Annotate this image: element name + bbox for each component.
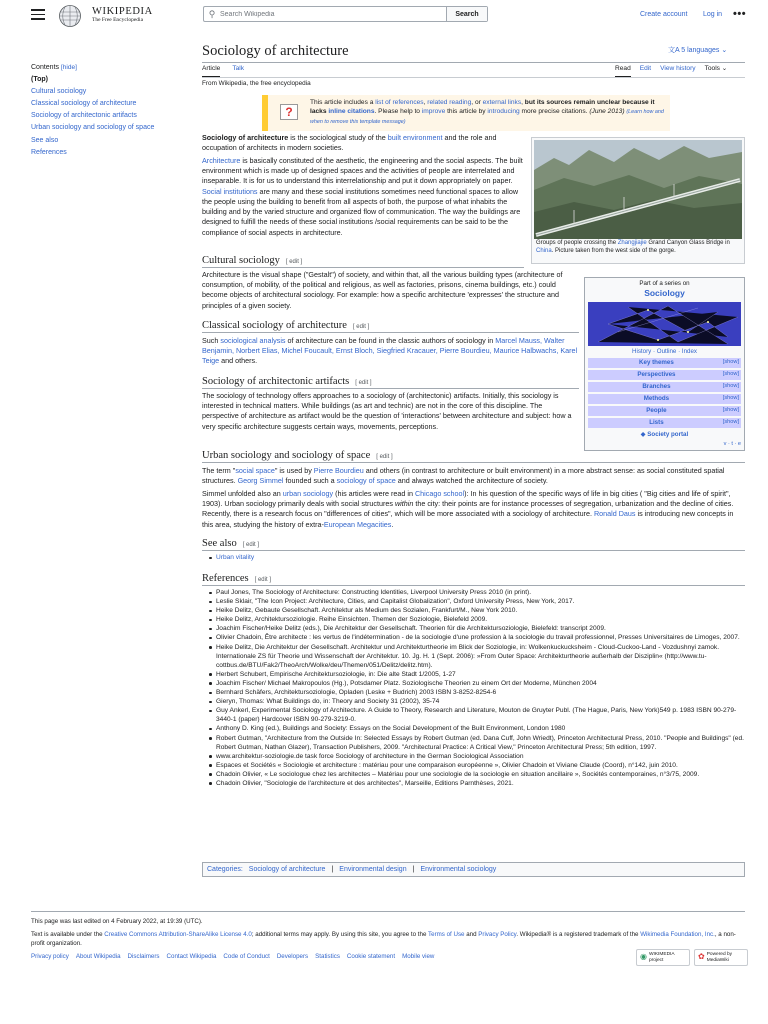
ambox-learn-link[interactable]: (Learn how and when to remove this template message) bbox=[310, 109, 664, 125]
glass-bridge-photo[interactable] bbox=[534, 140, 742, 239]
license-text: Text is available under the Creative Commons Attribution-ShareAlike License 4.0; additional terms may apply. By using this site, you agree to the Terms of Use and Privacy Policy. Wikipedia® is a registered trademark of the Wikimedia Foundation, Inc., a non-profit organization. bbox=[31, 931, 736, 947]
reference-item: Anthony D. King (ed.), Buildings and Society: Essays on the Social Development of the Built Environment, London 1980 bbox=[207, 724, 745, 733]
question-book-icon: ? bbox=[280, 104, 298, 120]
series-part-of: Part of a series on bbox=[639, 280, 690, 287]
language-button[interactable]: 文A 5 languages ⌄ bbox=[668, 47, 728, 54]
show-toggle: [show] bbox=[722, 419, 739, 426]
social-network-graph-image[interactable] bbox=[588, 302, 741, 346]
heading-classical-sociology: Classical sociology of architecture [ edit ] bbox=[202, 320, 370, 331]
reference-item: Bernhard Schäfers, Architektursoziologie, Opladen (Leske + Budrich) 2003 ISBN 3-8252-8254-6 bbox=[207, 688, 745, 697]
reference-item: Robert Gutman, "Architecture from the Outside In: Selected Essays by Robert Gutman (ed. Dana Cuff, John Wriedt), Princeton Architectural Press, 2010. "People and Buildings" (ed. Robert Gutman, Nathan Glazer), Transaction Publishers, 2009. "Architectural Practice: A Critical View," Princeton Architectural Press; 5th edition, 1997. bbox=[207, 734, 745, 752]
series-row-key-themes[interactable]: Key themes [show] bbox=[588, 358, 741, 368]
reference-item: Espaces et Sociétés « Sociologie et architecture : matériau pour une comparaison européenne », Olivier Chadoin et Viviane Claude (Coord), n°142, juin 2010. bbox=[207, 761, 745, 770]
reference-item: Chadoin Olivier, « Le sociologue chez les architectes – Matériau pour une sociologie de la sociologie en situation ancillaire », Sociétés contemporaines, n°3/75, 2009. bbox=[207, 770, 745, 779]
link-pierre-bourdieu[interactable]: Pierre Bourdieu bbox=[313, 466, 364, 475]
user-menu-dots-icon[interactable]: ••• bbox=[733, 8, 747, 20]
link-china[interactable]: China bbox=[536, 247, 552, 254]
wikimedia-foundation-link[interactable]: Wikimedia Foundation, Inc. bbox=[640, 931, 715, 938]
bridge-figure bbox=[531, 137, 745, 264]
tab-talk[interactable]: Talk bbox=[232, 65, 245, 72]
reference-item: Olivier Chadoin, Être architecte : les vertus de l'indétermination - de la sociologie d'une profession à la sociologie du travail professionnel, Presses Universitaires de Limoges, 2007. bbox=[207, 633, 745, 642]
ambox-link-inline-citations[interactable]: inline citations bbox=[328, 108, 375, 116]
series-row-methods[interactable]: Methods [show] bbox=[588, 394, 741, 404]
link-sociology-of-space[interactable]: sociology of space bbox=[336, 476, 396, 486]
wikipedia-wordmark[interactable]: WIKIPEDIA bbox=[92, 6, 153, 17]
terms-link[interactable]: Terms of Use bbox=[428, 931, 465, 938]
view-tabs bbox=[615, 65, 727, 77]
wikipedia-globe-logo[interactable] bbox=[55, 4, 85, 28]
link-urban-sociology[interactable]: urban sociology bbox=[282, 489, 334, 498]
last-edited: This page was last edited on 4 February 2022, at 19:39 (UTC). bbox=[31, 918, 203, 925]
heading-rule bbox=[202, 332, 579, 333]
translate-icon: 文A bbox=[668, 47, 682, 54]
heading-references: References [ edit ] bbox=[202, 573, 271, 584]
toc-item-architectonic-artifacts[interactable]: Sociology of architectonic artifacts bbox=[31, 112, 137, 120]
link-european-megacities[interactable]: European Megacities bbox=[323, 519, 392, 529]
create-account-link[interactable]: Create account bbox=[640, 11, 688, 18]
heading-architectonic-artifacts: Sociology of architectonic artifacts [ edit ] bbox=[202, 376, 372, 387]
footer-link-developers[interactable]: Developers bbox=[276, 953, 309, 960]
table-of-contents bbox=[31, 62, 191, 159]
footer-links bbox=[31, 953, 434, 961]
intro-paragraph-1: Sociology of architecture is the sociological study of the built environment and the role and occupation of architects in modern societies. bbox=[202, 133, 497, 153]
society-portal-link[interactable]: ◆ Society portal bbox=[640, 431, 689, 439]
heading-rule bbox=[202, 550, 745, 551]
show-toggle: [show] bbox=[722, 383, 739, 390]
heading-cultural-sociology: Cultural sociology [ edit ] bbox=[202, 255, 303, 266]
ambox-date: (June 2013) bbox=[589, 108, 625, 116]
wikimedia-logo-icon: ◉ bbox=[640, 952, 647, 962]
categories-box: Categories: Sociology of architecture | Environmental design | Environmental sociology bbox=[202, 862, 745, 877]
link-ronald-daus[interactable]: Ronald Daus bbox=[593, 509, 636, 519]
toc-header: Contents [hide] bbox=[31, 64, 77, 71]
toc-item-urban-sociology[interactable]: Urban sociology and sociology of space bbox=[31, 124, 155, 132]
link-chicago-school[interactable]: Chicago school bbox=[414, 489, 465, 498]
footer-link-mobile-view[interactable]: Mobile view bbox=[402, 953, 435, 960]
ambox-link-reading[interactable]: related reading bbox=[427, 99, 472, 106]
see-also-list bbox=[207, 553, 745, 562]
login-link[interactable]: Log in bbox=[703, 11, 723, 18]
footer-badges bbox=[636, 949, 748, 966]
site-subtitle: From Wikipedia, the free encyclopedia bbox=[202, 80, 311, 87]
reference-item: Chadoin Olivier, "Sociologie de l'architecture et des architectes", Marseille, Editions Parnthèses, 2021. bbox=[207, 779, 745, 788]
reference-item: Leslie Sklair, "The Icon Project: Architecture, Cities, and Capitalist Globalization", Oxford University Press, New York, 2017. bbox=[207, 597, 745, 606]
artifacts-paragraph: The sociology of technology offers approaches to a sociology of (architectonic) artifacts. Initially, this sociology is interested in technical matters. While buildings (as art and technic) are not in the core of this discipline. The perspective of architecture as artifact would be the question of 'interactions' between architecture and subject: how a very specific architecture suggests certain ways, movements, perceptions. bbox=[202, 391, 572, 431]
namespace-tabs bbox=[202, 65, 244, 77]
footer-link-contact[interactable]: Contact Wikipedia bbox=[166, 953, 217, 960]
heading-rule bbox=[202, 267, 524, 268]
footer-link-cookie-statement[interactable]: Cookie statement bbox=[346, 953, 396, 960]
toc-item-classical-sociology[interactable]: Classical sociology of architecture bbox=[31, 100, 137, 108]
toc-item-cultural-sociology[interactable]: Cultural sociology bbox=[31, 88, 87, 96]
reference-item: Paul Jones, The Sociology of Architecture: Constructing Identities, Liverpool University Press 2010 (in print). bbox=[207, 588, 745, 597]
reference-item: Gieryn, Thomas: What Buildings do, in: Theory and Society 31 (2002), 35-74 bbox=[207, 697, 745, 706]
footer-divider bbox=[31, 911, 745, 912]
link-architecture[interactable]: Architecture bbox=[202, 156, 241, 165]
ambox-link-introducing[interactable]: introducing bbox=[487, 108, 520, 116]
reference-item: Heike Delitz, Die Architektur der Gesellschaft. Architektur und Architekturtheorie im Blick der Soziologie, in: Wolkenkuckucksheim - Cloud-Cuckoo-Land - Vozdushnyi zamok. Internationale ZS für Theorie und Wissenschaft der Architektur. 10. Jg. H. 1 (Sept. 2006): »From Outer Space: Architekturtheorie außerhalb der Disziplin« (http://www.tu-cottbus.de/BTU/Fak2/TheoArch/Wolke/deu/Themen/051/Delitz/delitz.htm). bbox=[207, 643, 745, 670]
series-row-branches[interactable]: Branches [show] bbox=[588, 382, 741, 392]
intro-paragraph-2: Architecture is basically constituted of the aesthetic, the engineering and the social aspects. The built environment which is made up of designed spaces and the activities of people are interrelated and inseparable. It is for us to understand this interrelationship and put it down appropriately on paper. Social institutions are many and these social institutions sometimes need functional spaces to allow the people using the building to benefit from all aspects of both, the purpose of what inhabits the building and by the varied structure and organized flow of communication. The way the buildings are designed to fulfill the needs of these social institutions /social requirements can be said to be the compliance of social aspects in architecture. bbox=[202, 156, 523, 237]
wikimedia-project-badge[interactable]: ◉ WIKIMEDIA project bbox=[636, 949, 690, 966]
portal-icon: ◆ bbox=[640, 431, 648, 439]
citation-notice-box: ? This article includes a list of references, related reading, or external links, but its sources remain unclear because it lacks inline citations. Please help to improve this article by introducing more precise citations. (June 2013) (Learn how and when to remove this template message) bbox=[262, 95, 670, 131]
page-title: Sociology of architecture bbox=[202, 43, 349, 59]
show-toggle: [show] bbox=[722, 371, 739, 378]
tab-view-history[interactable]: View history bbox=[660, 65, 696, 72]
mediawiki-logo-icon: ✿ bbox=[698, 952, 705, 962]
references-list bbox=[207, 588, 745, 788]
navbox-vte-links[interactable]: v · t · e bbox=[723, 441, 741, 448]
search-input[interactable] bbox=[220, 7, 446, 21]
figure-caption: Groups of people crossing the Zhangjiajie Grand Canyon Glass Bridge in China. Picture taken from the west side of the gorge. bbox=[536, 240, 730, 254]
reference-item: Joachim Fischer/ Michael Makropoulos (Hg.), Potsdamer Platz. Soziologische Theorien zu einem Ort der Moderne, München 2004 bbox=[207, 679, 745, 688]
urban-paragraph-1: The term "social space" is used by Pierre Bourdieu and others (in contrast to architecture or built environment) in a more abstract sense: as social constituted spatial structures. Georg Simmel founded such a sociology of space and always watched the architecture of society. bbox=[202, 466, 725, 486]
category-link[interactable]: Environmental sociology bbox=[420, 866, 497, 873]
show-toggle: [show] bbox=[722, 359, 739, 366]
search-box bbox=[203, 6, 488, 22]
reference-item: Herbert Schubert, Empirische Architektursoziologie, in: Die alte Stadt 1/2005, 1-27 bbox=[207, 670, 745, 679]
powered-by-mediawiki-badge[interactable]: ✿ Powered by MediaWiki bbox=[694, 949, 748, 966]
edit-section-link[interactable]: [ edit ] bbox=[355, 380, 372, 386]
show-toggle: [show] bbox=[722, 395, 739, 402]
categories-label[interactable]: Categories: bbox=[207, 866, 243, 873]
footer-link-code-of-conduct[interactable]: Code of Conduct bbox=[223, 953, 270, 960]
footer-link-privacy-policy[interactable]: Privacy policy bbox=[31, 953, 69, 960]
edit-section-link[interactable]: [ edit ] bbox=[285, 259, 303, 265]
classical-sociology-paragraph: Such sociological analysis of architecture can be found in the classic authors of sociology in Marcel Mauss, Walter Benjamin, Norbert Elias, Michel Foucault, Ernst Bloch, Siegfried Kracauer, Pierre Bourdieu, Maurice Halbwachs, Karel Teige and others. bbox=[202, 336, 578, 366]
ambox-link-improve[interactable]: improve bbox=[421, 108, 446, 116]
ambox-link-references[interactable]: list of references bbox=[375, 99, 424, 106]
footer-link-disclaimers[interactable]: Disclaimers bbox=[127, 953, 160, 960]
reference-item: www.architektur-soziologie.de task force Sociology of architecture in the German Sociological Association bbox=[207, 752, 745, 761]
edit-section-link[interactable]: [ edit ] bbox=[352, 324, 370, 330]
link-social-institutions[interactable]: Social institutions bbox=[202, 186, 258, 196]
license-link[interactable]: Creative Commons Attribution-ShareAlike License 4.0 bbox=[104, 931, 252, 938]
toc-item-top[interactable]: (Top) bbox=[31, 76, 48, 84]
urban-paragraph-2: Simmel unfolded also an urban sociology (his articles were read in Chicago school): In his question of the specific ways of life in big cities ( "Big cities and life of spirit", 1903). Urban sociology primarily deals with social structures within the city: their points are for instance processes of segregation, urbanization and the decline of cities. Recently, there is a research focus on "differences of cities", which will be more associated with a sociology of architecture. Ronald Daus is introducing new concepts in this area, studying the history of extra-European Megacities. bbox=[202, 489, 734, 529]
sociology-series-sidebar bbox=[584, 277, 745, 451]
tab-article[interactable]: Article bbox=[202, 65, 220, 77]
footer-link-statistics[interactable]: Statistics bbox=[315, 953, 340, 960]
link-classic-authors[interactable]: Marcel Mauss, Walter Benjamin, Norbert Elias, Michel Foucault, Ernst Bloch, Siegfried Kracauer, Pierre Bourdieu, Maurice Halbwachs, Karel Teige bbox=[202, 336, 578, 366]
toc-hide-link[interactable]: [hide] bbox=[60, 64, 77, 71]
reference-item: Joachim Fischer/Heike Delitz (eds.), Die Architektur der Gesellschaft. Theorien für die Architektursoziologie, Bielefeld: transcript 2009. bbox=[207, 624, 745, 633]
heading-rule bbox=[202, 388, 579, 389]
heading-rule bbox=[202, 462, 745, 463]
heading-urban-sociology: Urban sociology and sociology of space [ edit ] bbox=[202, 450, 393, 461]
wikipedia-tagline: The Free Encyclopedia bbox=[92, 17, 144, 23]
search-icon: ⚲ bbox=[208, 8, 216, 19]
series-row-perspectives[interactable]: Perspectives [show] bbox=[588, 370, 741, 380]
privacy-link[interactable]: Privacy Policy bbox=[478, 931, 517, 938]
main-menu-button[interactable] bbox=[31, 9, 45, 20]
title-divider bbox=[202, 62, 745, 63]
series-row-people[interactable]: People [show] bbox=[588, 406, 741, 416]
link-sociological-analysis[interactable]: sociological analysis bbox=[220, 336, 286, 345]
series-name[interactable]: Sociology bbox=[644, 288, 685, 299]
reference-item: Heike Delitz, Architektursoziologie. Reihe Einsichten. Themen der Soziologie, Bielefeld 2009. bbox=[207, 615, 745, 624]
link-social-space[interactable]: social space bbox=[235, 466, 275, 475]
edit-section-link[interactable]: [ edit ] bbox=[376, 454, 393, 460]
search-button[interactable]: Search bbox=[446, 7, 487, 21]
toc-item-see-also[interactable]: See also bbox=[31, 136, 59, 144]
link-georg-simmel[interactable]: Georg Simmel bbox=[237, 476, 284, 486]
link-zhangjiajie[interactable]: Zhangjiajie bbox=[617, 240, 647, 246]
tabs-divider bbox=[202, 77, 745, 78]
footer-link-about[interactable]: About Wikipedia bbox=[75, 953, 121, 960]
link-built-environment[interactable]: built environment bbox=[387, 133, 443, 142]
category-link[interactable]: Environmental design bbox=[339, 866, 407, 873]
cultural-sociology-paragraph: Architecture is the visual shape ("Gestalt") of society, and within that, all the various building types (architecture of consumption, of mobility, of the political and religious, as well as factories, prisons, cinema buildings, etc.) could become objects of architectural sociology. For example: how a specific architecture 'expresses' the structure and principles of a given society. bbox=[202, 270, 563, 310]
edit-section-link[interactable]: [ edit ] bbox=[254, 577, 271, 583]
ambox-link-external[interactable]: external links bbox=[482, 99, 522, 106]
tab-read[interactable]: Read bbox=[615, 65, 631, 77]
tab-edit[interactable]: Edit bbox=[639, 65, 652, 72]
category-link[interactable]: Sociology of architecture bbox=[248, 866, 326, 873]
series-row-lists[interactable]: Lists [show] bbox=[588, 418, 741, 428]
toc-item-references[interactable]: References bbox=[31, 148, 67, 156]
heading-see-also: See also [ edit ] bbox=[202, 538, 260, 549]
heading-rule bbox=[202, 585, 745, 586]
tools-menu[interactable]: Tools ⌄ bbox=[704, 65, 728, 72]
reference-item: Guy Ankerl, Experimental Sociology of Architecture. A Guide to Theory, Research and Literature, Mouton de Gruyter Publ. (The Hague, Paris, New York)549 p. 1983 ISBN 90-279-3440-1 (paper) Hardcover ISBN 90-279-3219-0. bbox=[207, 706, 745, 724]
series-links[interactable]: History · Outline · Index bbox=[632, 347, 697, 355]
list-item[interactable]: Urban vitality bbox=[207, 553, 745, 562]
show-toggle: [show] bbox=[722, 407, 739, 414]
reference-item: Heike Delitz, Gebaute Gesellschaft. Architektur als Medium des Sozialen, Frankfurt/M., New York 2010. bbox=[207, 606, 745, 615]
edit-section-link[interactable]: [ edit ] bbox=[242, 542, 260, 548]
